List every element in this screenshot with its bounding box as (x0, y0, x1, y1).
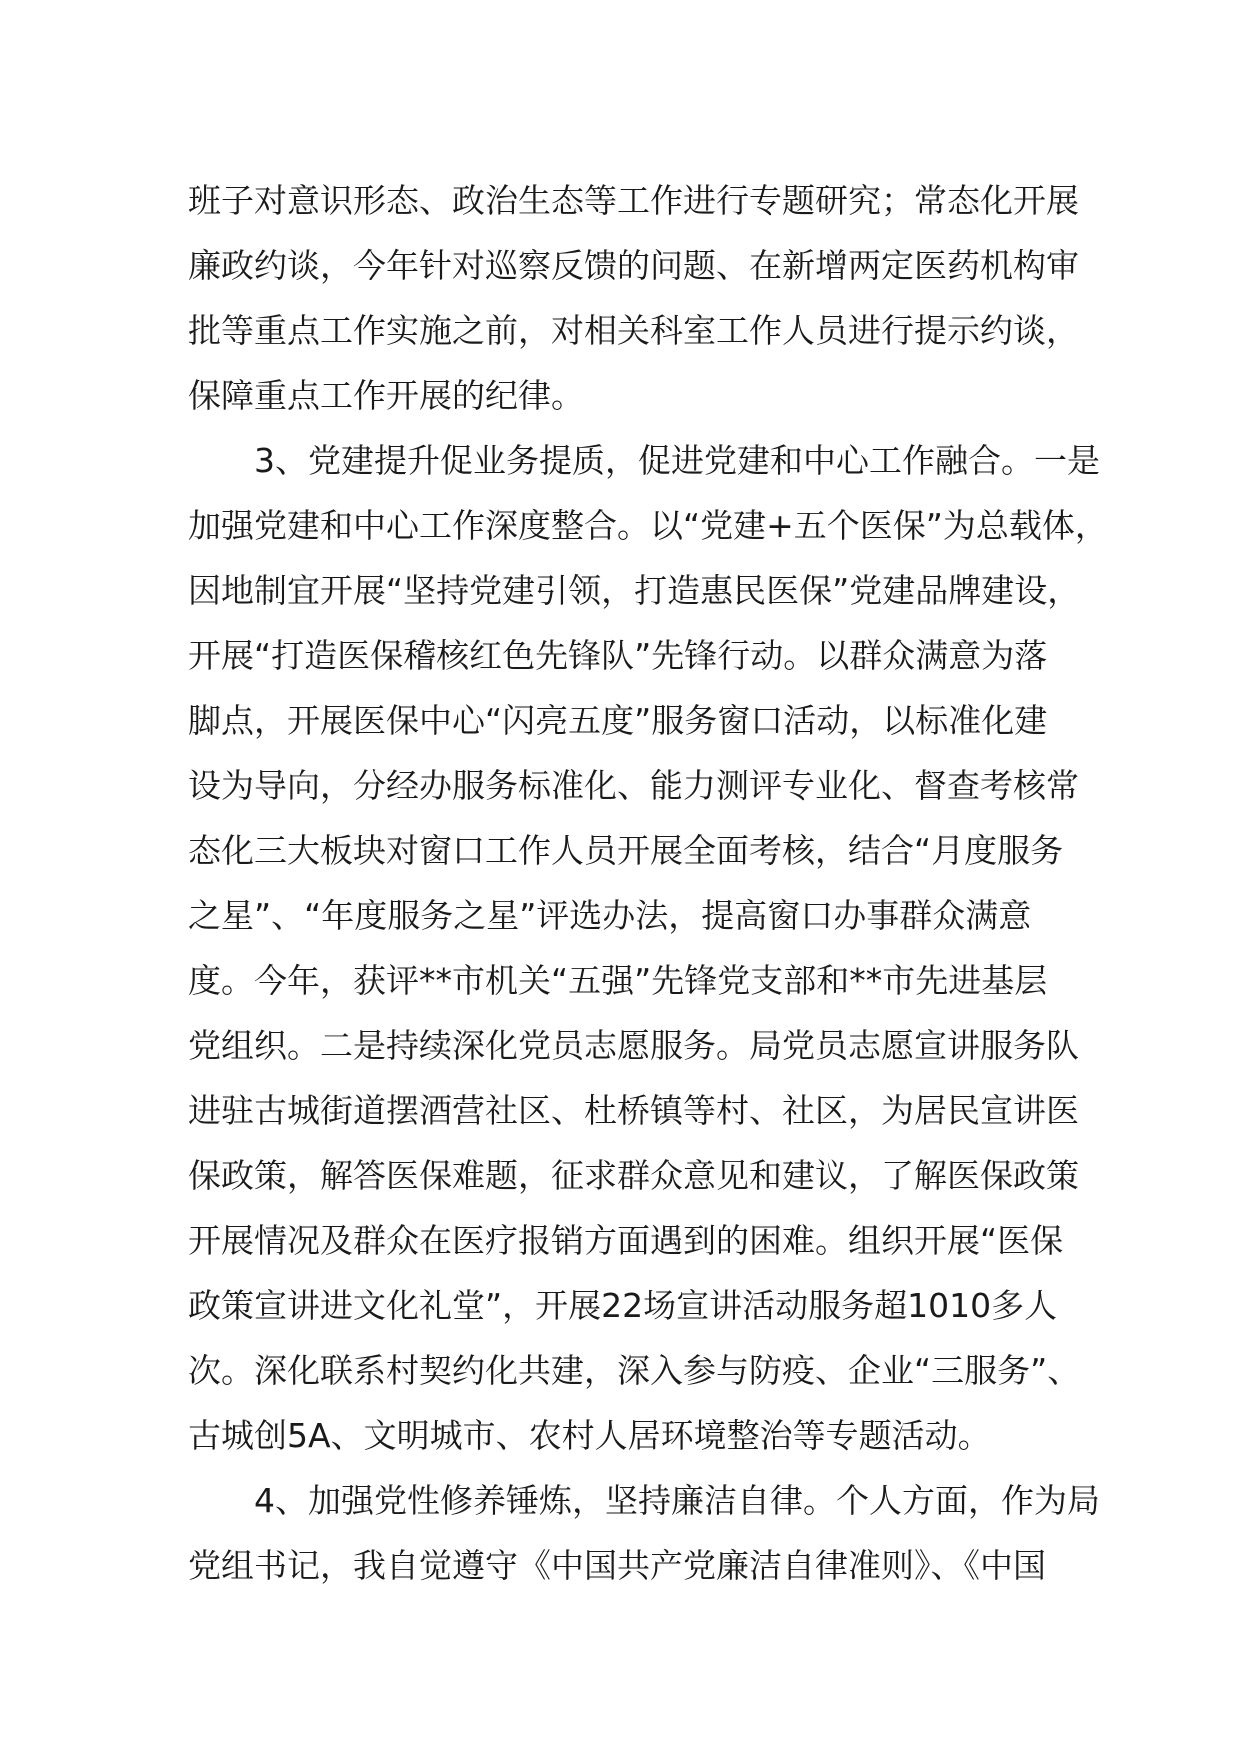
text-line: 加强党建和中心工作深度整合。以“党建+五个医保”为总载体， (188, 506, 1108, 545)
text-line: 次。深化联系村契约化共建，深入参与防疫、企业“三服务”、 (188, 1351, 1081, 1390)
text-line: 政策宣讲进文化礼堂”，开展22场宣讲活动服务超1010多人 (188, 1286, 1058, 1325)
text-line: 古城创5A、文明城市、农村人居环境整治等专题活动。 (188, 1416, 991, 1455)
text-line: 进驻古城街道摆酒营社区、杜桥镇等村、社区，为居民宣讲医 (188, 1091, 1079, 1130)
paragraph-3 (188, 1468, 1100, 1598)
text-line: 3、党建提升促业务提质，促进党建和中心工作融合。一是 (254, 441, 1100, 480)
paragraph-1 (188, 168, 1088, 428)
text-line: 因地制宜开展“坚持党建引领，打造惠民医保”党建品牌建设， (188, 571, 1081, 610)
text-line: 保政策，解答医保难题，征求群众意见和建议，了解医保政策 (188, 1156, 1079, 1195)
text-line: 班子对意识形态、政治生态等工作进行专题研究；常态化开展 (188, 181, 1079, 220)
text-line: 开展“打造医保稽核红色先锋队”先锋行动。以群众满意为落 (188, 636, 1048, 675)
text-line: 批等重点工作实施之前，对相关科室工作人员进行提示约谈， (188, 311, 1079, 350)
text-line: 设为导向，分经办服务标准化、能力测评专业化、督查考核常 (188, 766, 1079, 805)
text-line: 党组织。二是持续深化党员志愿服务。局党员志愿宣讲服务队 (188, 1026, 1079, 1065)
text-line: 开展情况及群众在医疗报销方面遇到的困难。组织开展“医保 (188, 1221, 1064, 1260)
text-line: 脚点，开展医保中心“闪亮五度”服务窗口活动，以标准化建 (188, 701, 1048, 740)
text-line: 4、加强党性修养锤炼，坚持廉洁自律。个人方面，作为局 (254, 1481, 1100, 1520)
text-line: 之星”、“年度服务之星”评选办法，提高窗口办事群众满意 (188, 896, 1032, 935)
text-line: 党组书记，我自觉遵守《中国共产党廉洁自律准则》、《中国 (188, 1546, 1046, 1585)
document-page (188, 168, 1108, 1598)
text-line: 度。今年，获评**市机关“五强”先锋党支部和**市先进基层 (188, 961, 1048, 1000)
paragraph-2 (188, 428, 1108, 1468)
text-line: 态化三大板块对窗口工作人员开展全面考核，结合“月度服务 (188, 831, 1064, 870)
text-line: 保障重点工作开展的纪律。 (188, 376, 584, 415)
text-line: 廉政约谈，今年针对巡察反馈的问题、在新增两定医药机构审 (188, 246, 1079, 285)
